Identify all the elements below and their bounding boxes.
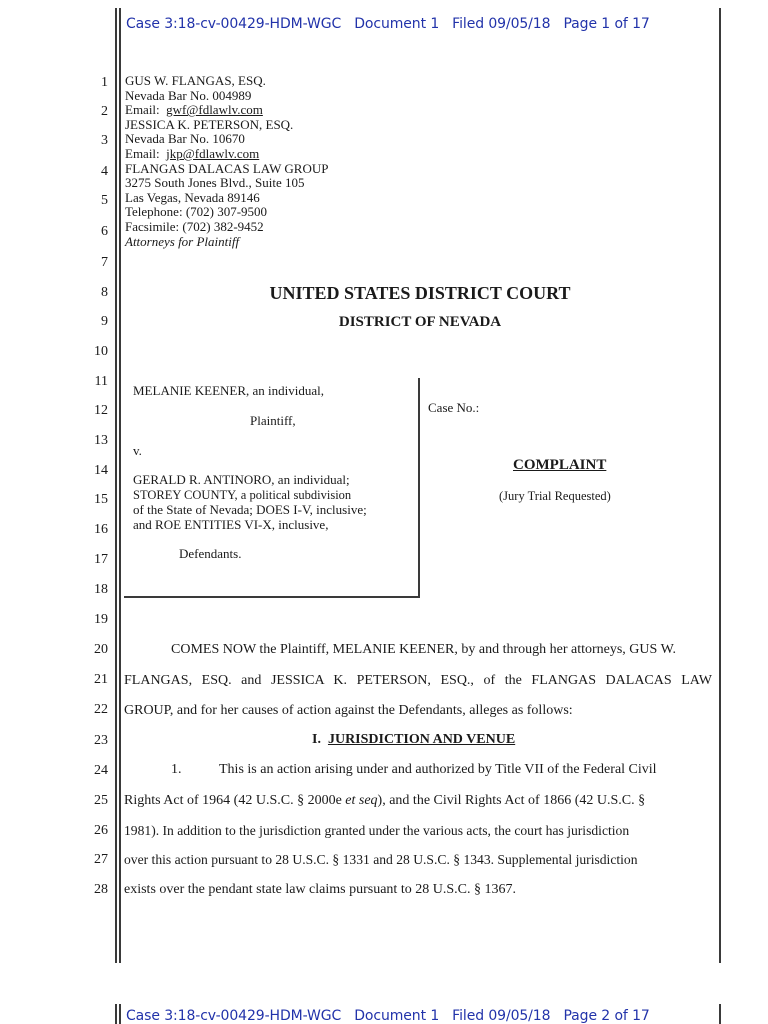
paragraph-italic-text: et seq [345, 793, 378, 808]
line-number: 11 [94, 374, 108, 389]
firm-facsimile: Facsimile: (702) 382-9452 [125, 218, 264, 234]
line-number: 25 [94, 793, 108, 808]
firm-telephone: Telephone: (702) 307-9500 [125, 204, 268, 220]
line-number: 13 [94, 433, 108, 448]
attorney-name: GUS W. FLANGAS, ESQ. [125, 73, 266, 88]
paragraph-text: Rights Act of 1964 (42 U.S.C. § 2000e [124, 793, 346, 808]
line-number: 9 [101, 314, 108, 329]
paragraph-line: exists over the pendant state law claims pursuant to 28 U.S.C. § 1367. [124, 882, 516, 897]
attorney-email-line [125, 103, 329, 118]
caption-box-bottom-rule [124, 596, 420, 598]
line-number: 27 [94, 852, 108, 867]
caption-defendant-line: and ROE ENTITIES VI-X, inclusive, [133, 517, 329, 532]
attorney-bar-number: Nevada Bar No. 10670 [125, 131, 245, 147]
attorney-email-line [125, 147, 329, 162]
court-name: UNITED STATES DISTRICT COURT [269, 283, 571, 303]
ecf-next-page-stamp: Case 3:18-cv-00429-HDM-WGC Document 1 Filed 09/05/18 Page 2 of 17 [126, 1008, 650, 1024]
email-label: Email: [125, 145, 160, 161]
right-margin-rule [719, 8, 721, 963]
line-number: 16 [94, 522, 108, 537]
line-number: 20 [94, 642, 108, 657]
intro-line: GROUP, and for her causes of action against the Defendants, alleges as follows: [124, 703, 573, 718]
line-number: 26 [94, 823, 108, 838]
left-margin-rule-outer [115, 8, 117, 963]
paragraph-line [124, 793, 645, 809]
line-number: 3 [101, 133, 108, 148]
paragraph-text: ), and the Civil Rights Act of 1866 (42 U.S.C. § [377, 793, 646, 808]
caption-defendant-line: of the State of Nevada; DOES I-V, inclusive; [133, 502, 367, 517]
email-link[interactable]: jkp@fdlawlv.com [166, 145, 260, 161]
line-number: 1 [101, 75, 108, 90]
email-link[interactable]: gwf@fdlawlv.com [166, 102, 263, 118]
left-margin-rule-inner [119, 8, 121, 963]
attorney-bar-number: Nevada Bar No. 004989 [125, 87, 252, 103]
firm-address-line: Las Vegas, Nevada 89146 [125, 189, 260, 205]
footer-right-rule [719, 1004, 721, 1024]
firm-address-line: 3275 South Jones Blvd., Suite 105 [125, 175, 305, 191]
paragraph-line: This is an action arising under and authorized by Title VII of the Federal Civil [219, 762, 657, 777]
line-number: 4 [101, 164, 108, 179]
caption-defendant-role: Defendants. [179, 546, 242, 561]
line-number: 17 [94, 552, 108, 567]
section-title: JURISDICTION AND VENUE [327, 732, 516, 747]
intro-line: FLANGAS, ESQ. and JESSICA K. PETERSON, ESQ., of the FLANGAS DALACAS LAW [124, 673, 712, 688]
law-firm-name: FLANGAS DALACAS LAW GROUP [125, 160, 329, 176]
intro-line: COMES NOW the Plaintiff, MELANIE KEENER, by and through her attorneys, GUS W. [171, 642, 676, 657]
caption-plaintiff: MELANIE KEENER, an individual, [133, 383, 324, 398]
caption-plaintiff-role: Plaintiff, [250, 413, 296, 428]
line-number: 12 [94, 403, 108, 418]
line-number: 22 [94, 702, 108, 717]
line-number: 21 [94, 672, 108, 687]
paragraph-line: 1981). In addition to the jurisdiction granted under the various acts, the court has jurisdiction [124, 823, 630, 838]
case-number-label: Case No.: [428, 400, 480, 415]
caption-defendant-line: GERALD R. ANTINORO, an individual; [133, 472, 350, 487]
line-number: 2 [101, 104, 108, 119]
line-number: 24 [94, 763, 108, 778]
court-district: DISTRICT OF NEVADA [338, 314, 502, 330]
footer-left-rule-outer [115, 1004, 117, 1024]
line-number: 14 [94, 463, 108, 478]
line-number: 8 [101, 285, 108, 300]
caption-versus: v. [133, 443, 142, 458]
attorney-block [125, 74, 329, 249]
caption-defendant-line: STOREY COUNTY, a political subdivision [133, 488, 352, 502]
line-number: 15 [94, 492, 108, 507]
attorneys-for: Attorneys for Plaintiff [125, 233, 240, 249]
section-number: I. [312, 732, 321, 747]
paragraph-line: over this action pursuant to 28 U.S.C. § 1331 and 28 U.S.C. § 1343. Supplemental jurisdiction [124, 852, 638, 867]
caption-box-right-rule [418, 378, 420, 597]
line-number: 28 [94, 882, 108, 897]
email-label: Email: [125, 102, 160, 118]
line-number: 23 [94, 733, 108, 748]
section-heading [312, 733, 515, 747]
line-number: 6 [101, 224, 108, 239]
line-number: 7 [101, 255, 108, 270]
line-number: 18 [94, 582, 108, 597]
ecf-header-stamp: Case 3:18-cv-00429-HDM-WGC Document 1 Filed 09/05/18 Page 1 of 17 [126, 16, 650, 32]
paragraph-number: 1. [171, 762, 182, 777]
attorney-name: JESSICA K. PETERSON, ESQ. [125, 116, 294, 132]
line-number: 5 [101, 193, 108, 208]
line-number: 19 [94, 612, 108, 627]
document-title: COMPLAINT [513, 457, 607, 473]
jury-trial-requested: (Jury Trial Requested) [499, 489, 611, 503]
line-number: 10 [94, 344, 108, 359]
footer-left-rule-inner [119, 1004, 121, 1024]
